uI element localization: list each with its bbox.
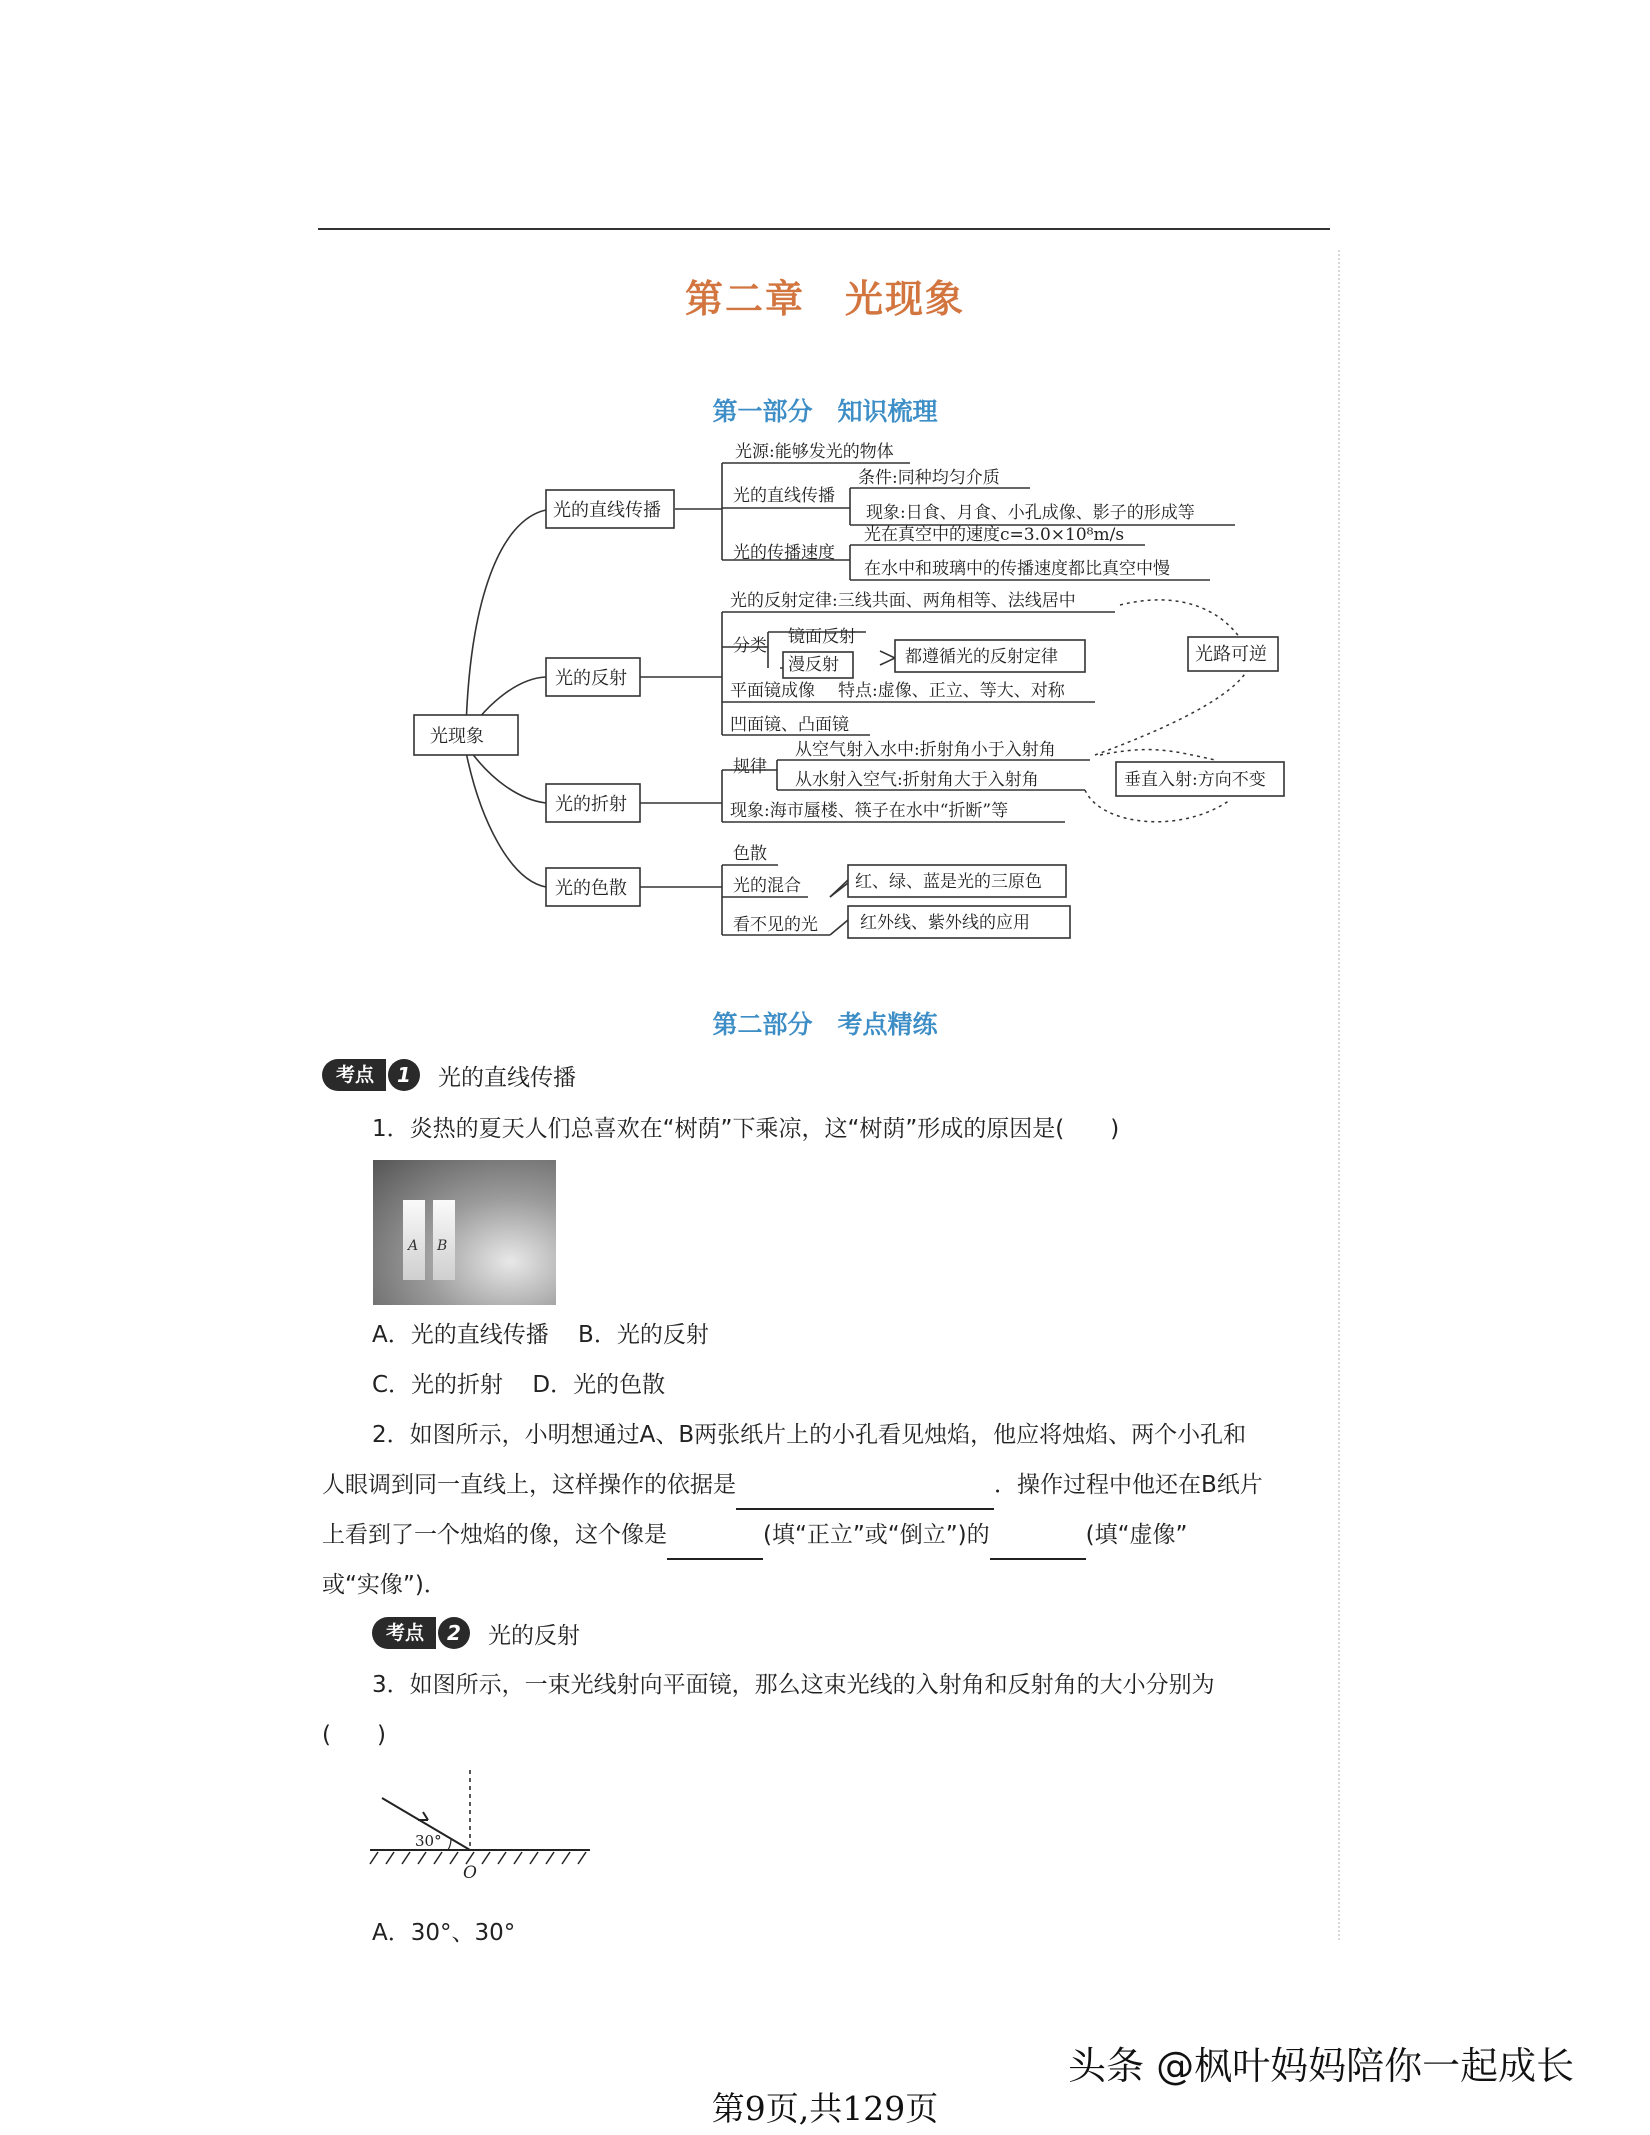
mm-b2-mirror: 镜面反射 bbox=[788, 627, 856, 647]
kaodian-1 bbox=[322, 1058, 576, 1092]
q1-options-ab bbox=[372, 1310, 709, 1360]
mm-b2-plane: 平面镜成像 bbox=[730, 681, 815, 701]
mm-b3-phen: 现象:海市蜃楼、筷子在水中“折断”等 bbox=[730, 801, 1009, 821]
kaodian-2 bbox=[372, 1616, 580, 1650]
q2-line3c: (填“虚像” bbox=[1085, 1522, 1188, 1548]
q2-line3a: 上看到了一个烛焰的像，这个像是 bbox=[322, 1522, 667, 1548]
q3-angle-label: 30° bbox=[415, 1832, 442, 1850]
mm-b4-disp: 色散 bbox=[733, 844, 767, 864]
mm-b1-l3: 光的传播速度 bbox=[733, 543, 835, 563]
mm-b3-label: 光的折射 bbox=[555, 794, 627, 815]
q2-line2b: ．操作过程中他还在B纸片 bbox=[994, 1472, 1263, 1498]
mm-b1-l2b: 现象:日食、月食、小孔成像、影子的形成等 bbox=[866, 503, 1195, 523]
mm-root: 光现象 bbox=[430, 726, 484, 747]
photo-label-b: B bbox=[437, 1238, 448, 1254]
q1-opt-a: A．光的直线传播 bbox=[372, 1322, 549, 1348]
mm-b1-l2: 光的直线传播 bbox=[733, 486, 835, 506]
q3-line2: ( ) bbox=[322, 1722, 386, 1748]
mm-b1-l3b: 在水中和玻璃中的传播速度都比真空中慢 bbox=[864, 559, 1170, 579]
kaodian-1-badge: 考点 bbox=[322, 1059, 386, 1091]
q2-line3b: (填“正立”或“倒立”)的 bbox=[763, 1522, 990, 1548]
ray-arrow-icon bbox=[418, 1812, 428, 1820]
mm-b3-r1: 从空气射入水中:折射角小于入射角 bbox=[795, 740, 1056, 760]
mm-b1-label: 光的直线传播 bbox=[553, 500, 661, 521]
q2-blank-2[interactable] bbox=[667, 1532, 763, 1560]
q1-opt-c: C．光的折射 bbox=[372, 1372, 504, 1398]
mm-b1-l2a: 条件:同种均匀介质 bbox=[858, 468, 1000, 488]
q3-opt-a: A．30°、30° bbox=[372, 1920, 516, 1946]
mm-b4-invis: 看不见的光 bbox=[733, 915, 818, 935]
q2-blank-1[interactable] bbox=[736, 1482, 994, 1510]
mm-b4-invis-note: 红外线、紫外线的应用 bbox=[860, 913, 1030, 933]
q2-line4: 或“实像”)． bbox=[322, 1572, 447, 1598]
mm-b2-cls: 分类 bbox=[733, 636, 767, 656]
mm-b3-rule: 规律 bbox=[733, 757, 767, 777]
mm-b2-label: 光的反射 bbox=[555, 668, 627, 689]
kaodian-2-num: 2 bbox=[438, 1617, 470, 1649]
q1-opt-d: D．光的色散 bbox=[532, 1372, 666, 1398]
mm-b4-label: 光的色散 bbox=[555, 878, 627, 899]
mm-reversible: 光路可逆 bbox=[1195, 644, 1267, 665]
q1-options-cd bbox=[372, 1360, 665, 1410]
kaodian-1-num: 1 bbox=[388, 1059, 420, 1091]
photo-label-a: A bbox=[408, 1238, 419, 1254]
mm-b3-r2: 从水射入空气:折射角大于入射角 bbox=[795, 770, 1039, 790]
kaodian-2-badge: 考点 bbox=[372, 1617, 436, 1649]
mm-b4-mix: 光的混合 bbox=[733, 876, 801, 896]
mm-b1-l1: 光源:能够发光的物体 bbox=[735, 442, 894, 462]
q1-photo bbox=[373, 1160, 556, 1305]
q2-line2 bbox=[322, 1460, 1263, 1510]
q3-point-label: O bbox=[463, 1863, 477, 1883]
q1-stem: 1．炎热的夏天人们总喜欢在“树荫”下乘凉，这“树荫”形成的原因是( ) bbox=[372, 1116, 1120, 1142]
q2-line1: 2．如图所示，小明想通过A、B两张纸片上的小孔看见烛焰，他应将烛焰、两个小孔和 bbox=[372, 1422, 1247, 1448]
q1-opt-b: B．光的反射 bbox=[578, 1322, 709, 1348]
q2-line3 bbox=[322, 1510, 1187, 1560]
mm-b2-law: 光的反射定律:三线共面、两角相等、法线居中 bbox=[730, 591, 1076, 611]
angle-arc bbox=[448, 1839, 451, 1850]
mm-b2-diffuse: 漫反射 bbox=[788, 655, 839, 675]
mm-b2-follow: 都遵循光的反射定律 bbox=[905, 647, 1058, 667]
q2-blank-3[interactable] bbox=[990, 1532, 1086, 1560]
mind-map bbox=[0, 0, 1650, 960]
watermark: 头条 @枫叶妈妈陪你一起成长 bbox=[1068, 2044, 1575, 2088]
part1-title: 第一部分 知识梳理 bbox=[712, 397, 938, 426]
page-footer: 第9页,共129页 bbox=[711, 2089, 939, 2128]
mirror-hatch bbox=[370, 1852, 586, 1864]
mm-b4-mix-note: 红、绿、蓝是光的三原色 bbox=[855, 872, 1042, 892]
kaodian-1-topic: 光的直线传播 bbox=[438, 1064, 577, 1091]
q3-diagram bbox=[360, 1760, 600, 1900]
kaodian-2-topic: 光的反射 bbox=[488, 1622, 581, 1649]
part2-title: 第二部分 考点精练 bbox=[712, 1010, 938, 1039]
q3-line1: 3．如图所示，一束光线射向平面镜，那么这束光线的入射角和反射角的大小分别为 bbox=[372, 1672, 1215, 1698]
q2-line2a: 人眼调到同一直线上，这样操作的依据是 bbox=[322, 1472, 736, 1498]
mm-b2-plane-feat: 特点:虚像、正立、等大、对称 bbox=[838, 681, 1065, 701]
mm-b2-curved: 凹面镜、凸面镜 bbox=[730, 715, 849, 735]
chapter-title: 第二章 光现象 bbox=[684, 277, 965, 321]
mm-perp: 垂直入射:方向不变 bbox=[1124, 770, 1266, 790]
mm-b1-l3a: 光在真空中的速度c=3.0×10⁸m/s bbox=[864, 525, 1125, 545]
